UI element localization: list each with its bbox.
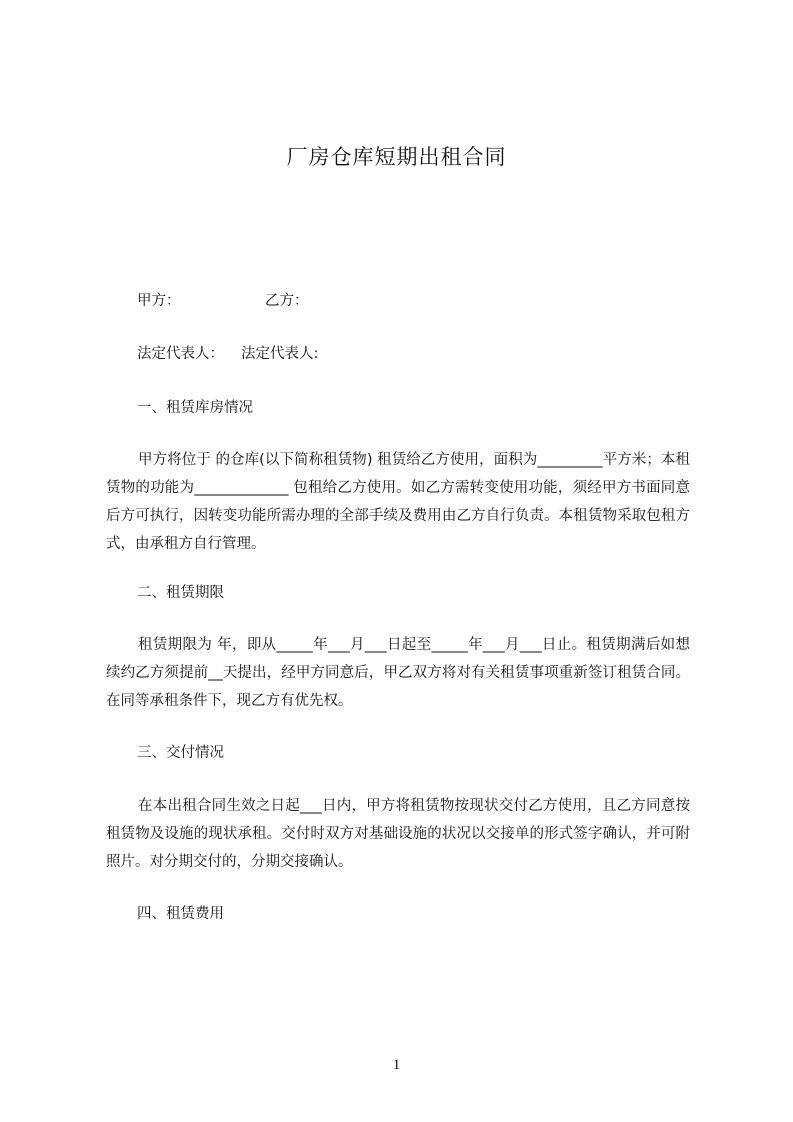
legal-representative-b-label: 法定代表人: (241, 346, 319, 362)
section-heading: 三、交付情况 (137, 745, 224, 761)
section-heading: 四、租赁费用 (137, 906, 224, 922)
section-body: 在本出租合同生效之日起___日内，甲方将租赁物按现状交付乙方使用，且乙方同意按租赁物及设施的现状承租。交付时双方对基础设施的状况以交接单的形式签字确认，并可附照片。对分期交付的，分期交接确认。 (106, 798, 690, 870)
document-title: 厂房仓库短期出租合同 (286, 145, 507, 169)
section-body: 租赁期限为 年，即从_____年___月___日起至_____年___月___日止。租赁期满后如想续约乙方须提前__天提出，经甲方同意后，甲乙双方将对有关租赁事项重新签订租赁合同。在同等承租条件下，现乙方有优先权。 (106, 637, 690, 709)
legal-representative-a-label: 法定代表人： (137, 346, 224, 362)
section-heading: 二、租赁期限 (137, 585, 224, 601)
party-b-label: 乙方： (265, 293, 309, 309)
page-number: 1 (392, 1057, 401, 1073)
section-body: 甲方将位于 的仓库(以下简称租赁物) 租赁给乙方使用，面积为_________平方米；本租赁物的功能为_____________ 包租给乙方使用。如乙方需转变使用功能，须经甲方书面同意后方可执行，因转变功能所需办理的全部手续及费用由乙方自行负责。本租赁物采取包租方式，由承租方自行管理。 (106, 452, 690, 552)
section-heading: 一、租赁库房情况 (137, 400, 253, 416)
party-a-label: 甲方： (137, 293, 181, 309)
